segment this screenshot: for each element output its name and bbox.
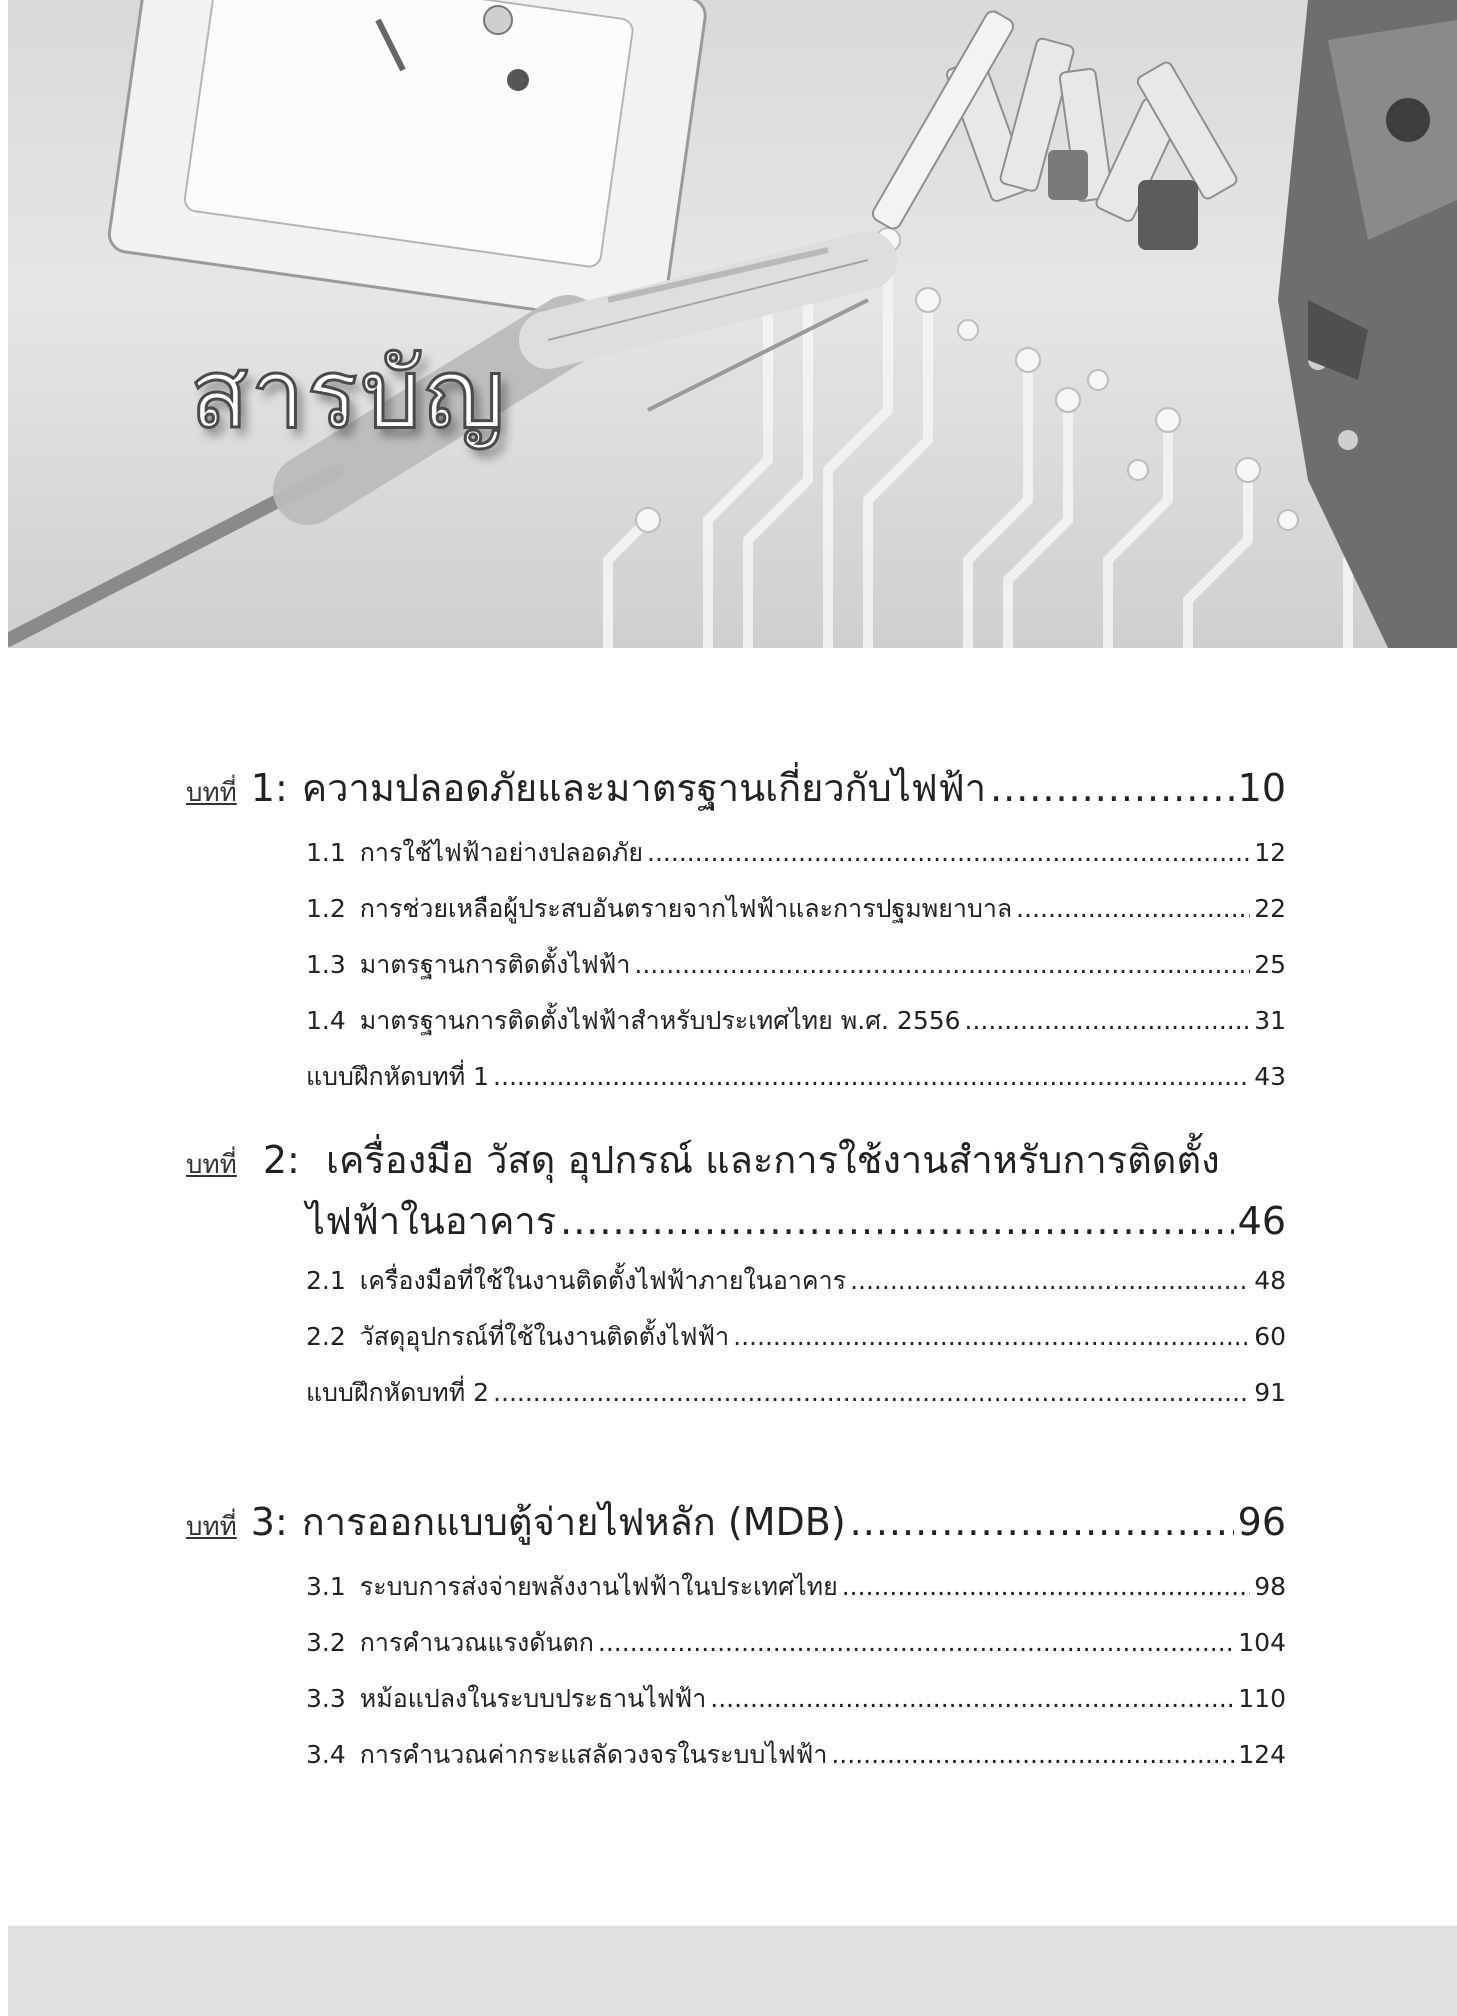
chapter-2-heading-cont[interactable] <box>306 1193 1286 1249</box>
section-title: ระบบการส่งจ่ายพลังงานไฟฟ้าในประเทศไทย <box>359 1572 838 1601</box>
chapter-page: 46 <box>1237 1199 1286 1243</box>
chapter-title-cont: ไฟฟ้าในอาคาร <box>306 1199 557 1243</box>
chapter-page: 96 <box>1237 1500 1286 1544</box>
chapter-2 <box>0 1132 1457 1494</box>
chapter-title: เครื่องมือ วัสดุ อุปกรณ์ และการใช้งานสำหรับการติดตั้ง <box>325 1138 1220 1182</box>
section-number: 3.2 <box>306 1628 346 1657</box>
dot-leader <box>831 1727 1234 1783</box>
section-page: 124 <box>1238 1740 1286 1769</box>
section-number: 1.3 <box>306 950 346 979</box>
section-title: การคำนวณแรงดันตก <box>359 1628 594 1657</box>
dot-leader <box>710 1671 1234 1727</box>
dot-leader <box>850 1253 1250 1309</box>
page-title: สารบัญ <box>190 338 507 450</box>
section-page: 12 <box>1254 838 1286 867</box>
chapter-label: บทที่ <box>186 1150 237 1180</box>
section-number: 2.1 <box>306 1266 346 1295</box>
chapter-2-heading[interactable] <box>186 1132 1286 1193</box>
section-page: 98 <box>1254 1572 1286 1601</box>
toc-entry[interactable] <box>306 1727 1286 1783</box>
section-title: มาตรฐานการติดตั้งไฟฟ้าสำหรับประเทศไทย พ.ศ. 2556 <box>359 1006 961 1035</box>
section-page: 48 <box>1254 1266 1286 1295</box>
chapter-title: การออกแบบตู้จ่ายไฟหลัก (MDB) <box>301 1500 846 1544</box>
section-title: แบบฝึกหัดบทที่ 1 <box>306 1062 490 1091</box>
section-title: มาตรฐานการติดตั้งไฟฟ้า <box>359 950 631 979</box>
section-page: 43 <box>1254 1062 1286 1091</box>
dot-leader <box>493 1365 1250 1421</box>
dot-leader <box>598 1615 1234 1671</box>
chapter-1 <box>0 760 1457 1132</box>
chapter-label: บทที่ <box>186 1512 237 1542</box>
dot-leader <box>493 1049 1250 1105</box>
toc-entry-exercise[interactable] <box>306 1365 1286 1421</box>
toc-entry[interactable] <box>306 1559 1286 1615</box>
section-number: 2.2 <box>306 1322 346 1351</box>
section-title: การช่วยเหลือผู้ประสบอันตรายจากไฟฟ้าและการปฐมพยาบาล <box>359 894 1013 923</box>
chapter-number: 2: <box>262 1138 300 1182</box>
chapter-label: บทที่ <box>186 778 237 808</box>
section-page: 60 <box>1254 1322 1286 1351</box>
toc-entry[interactable] <box>306 993 1286 1049</box>
section-page: 22 <box>1254 894 1286 923</box>
toc-entry-exercise[interactable] <box>306 1049 1286 1105</box>
toc-entry[interactable] <box>306 1671 1286 1727</box>
section-title: การคำนวณค่ากระแสลัดวงจรในระบบไฟฟ้า <box>359 1740 828 1769</box>
section-title: เครื่องมือที่ใช้ในงานติดตั้งไฟฟ้าภายในอาคาร <box>359 1266 847 1295</box>
toc-entry[interactable] <box>306 1615 1286 1671</box>
dot-leader <box>634 937 1250 993</box>
dot-leader <box>850 1494 1234 1550</box>
section-number: 1.1 <box>306 838 346 867</box>
chapter-page: 10 <box>1237 766 1286 810</box>
chapter-3 <box>0 1494 1457 1783</box>
toc-entry[interactable] <box>306 825 1286 881</box>
dot-leader <box>733 1309 1250 1365</box>
chapter-title: ความปลอดภัยและมาตรฐานเกี่ยวกับไฟฟ้า <box>301 766 987 810</box>
section-number: 1.2 <box>306 894 346 923</box>
section-page: 25 <box>1254 950 1286 979</box>
chapter-3-heading[interactable] <box>186 1494 1286 1555</box>
toc-entry[interactable] <box>306 1309 1286 1365</box>
dot-leader <box>842 1559 1250 1615</box>
dot-leader <box>990 760 1234 816</box>
section-page: 91 <box>1254 1378 1286 1407</box>
header-banner <box>8 0 1457 648</box>
chapter-1-heading[interactable] <box>186 760 1286 821</box>
section-number: 3.4 <box>306 1740 346 1769</box>
section-number: 3.1 <box>306 1572 346 1601</box>
section-number: 3.3 <box>306 1684 346 1713</box>
dot-leader <box>647 825 1250 881</box>
section-title: หม้อแปลงในระบบประธานไฟฟ้า <box>359 1684 707 1713</box>
section-page: 110 <box>1238 1684 1286 1713</box>
footer-band <box>8 1926 1457 2016</box>
section-title: วัสดุอุปกรณ์ที่ใช้ในงานติดตั้งไฟฟ้า <box>359 1322 730 1351</box>
section-number: 1.4 <box>306 1006 346 1035</box>
chapter-number: 3: <box>250 1500 288 1544</box>
dot-leader <box>560 1193 1234 1249</box>
dot-leader <box>965 993 1251 1049</box>
dot-leader <box>1016 881 1250 937</box>
section-title: แบบฝึกหัดบทที่ 2 <box>306 1378 490 1407</box>
table-of-contents <box>0 760 1457 1783</box>
section-title: การใช้ไฟฟ้าอย่างปลอดภัย <box>359 838 644 867</box>
chapter-number: 1: <box>250 766 288 810</box>
toc-entry[interactable] <box>306 881 1286 937</box>
section-page: 31 <box>1254 1006 1286 1035</box>
toc-entry[interactable] <box>306 1253 1286 1309</box>
section-page: 104 <box>1238 1628 1286 1657</box>
toc-entry[interactable] <box>306 937 1286 993</box>
